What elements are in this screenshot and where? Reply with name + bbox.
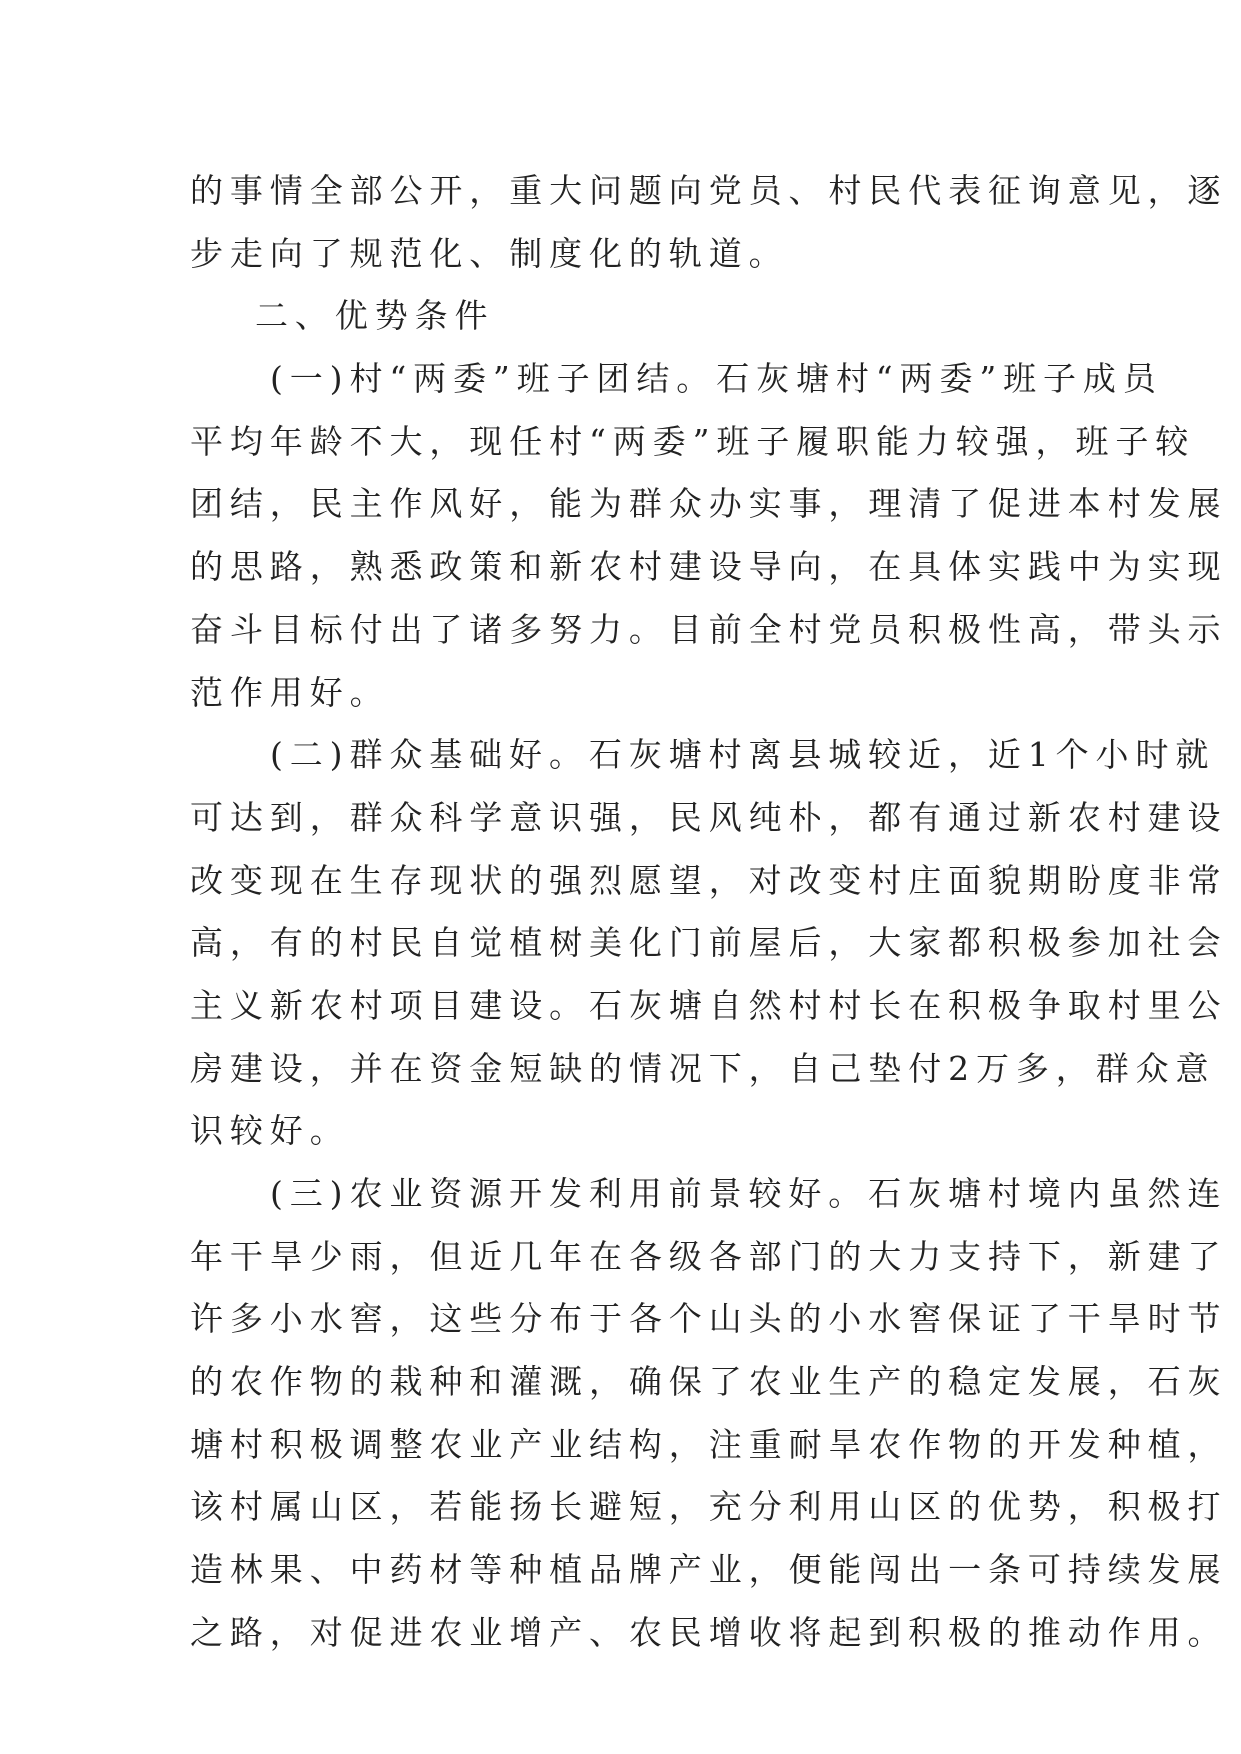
paragraph-line: 该村属山区，若能扬长避短，充分利用山区的优势，积极打 — [190, 1487, 1228, 1527]
paragraph-line: 年干旱少雨，但近几年在各级各部门的大力支持下，新建了 — [190, 1236, 1228, 1276]
paragraph-line: 范作用好。 — [190, 672, 390, 712]
paragraph-line: 平均年龄不大，现任村“两委”班子履职能力较强，班子较 — [190, 421, 1196, 461]
document-body — [190, 160, 1228, 1665]
paragraph-line: 的事情全部公开，重大问题向党员、村民代表征询意见，逐 — [190, 171, 1228, 210]
paragraph-line: 许多小水窖，这些分布于各个山头的小水窖保证了干旱时节 — [190, 1299, 1228, 1339]
paragraph-line: 可达到，群众科学意识强，民风纯朴，都有通过新农村建设 — [190, 797, 1228, 837]
paragraph-line: 房建设，并在资金短缺的情况下，自己垫付2万多，群众意 — [190, 1048, 1216, 1088]
paragraph-line: 团结，民主作风好，能为群众办实事，理清了促进本村发展 — [190, 484, 1228, 524]
paragraph-first-line: (二)群众基础好。石灰塘村离县城较近，近1个小时就 — [270, 735, 1216, 775]
paragraph-first-line: (一)村“两委”班子团结。石灰塘村“两委”班子成员 — [270, 359, 1163, 399]
paragraph-line: 步走向了规范化、制度化的轨道。 — [190, 233, 789, 273]
paragraph-line: 的思路，熟悉政策和新农村建设导向，在具体实践中为实现 — [190, 547, 1228, 587]
paragraph-line: 识较好。 — [190, 1111, 350, 1151]
paragraph-line: 造林果、中药材等种植品牌产业，便能闯出一条可持续发展 — [190, 1550, 1228, 1590]
paragraph-line: 奋斗目标付出了诸多努力。目前全村党员积极性高，带头示 — [190, 609, 1228, 649]
paragraph-first-line: (三)农业资源开发利用前景较好。石灰塘村境内虽然连 — [270, 1174, 1228, 1213]
paragraph-line: 的农作物的栽种和灌溉，确保了农业生产的稳定发展，石灰 — [190, 1362, 1228, 1402]
paragraph-line: 高，有的村民自觉植树美化门前屋后，大家都积极参加社会 — [190, 923, 1228, 963]
section-heading: 二、优势条件 — [255, 296, 495, 336]
paragraph-line: 塘村积极调整农业产业结构，注重耐旱农作物的开发种植， — [190, 1424, 1228, 1464]
paragraph-line: 之路，对促进农业增产、农民增收将起到积极的推动作用。 — [190, 1612, 1228, 1652]
paragraph-line: 主义新农村项目建设。石灰塘自然村村长在积极争取村里公 — [190, 985, 1228, 1025]
paragraph-line: 改变现在生存现状的强烈愿望，对改变村庄面貌期盼度非常 — [190, 860, 1228, 900]
